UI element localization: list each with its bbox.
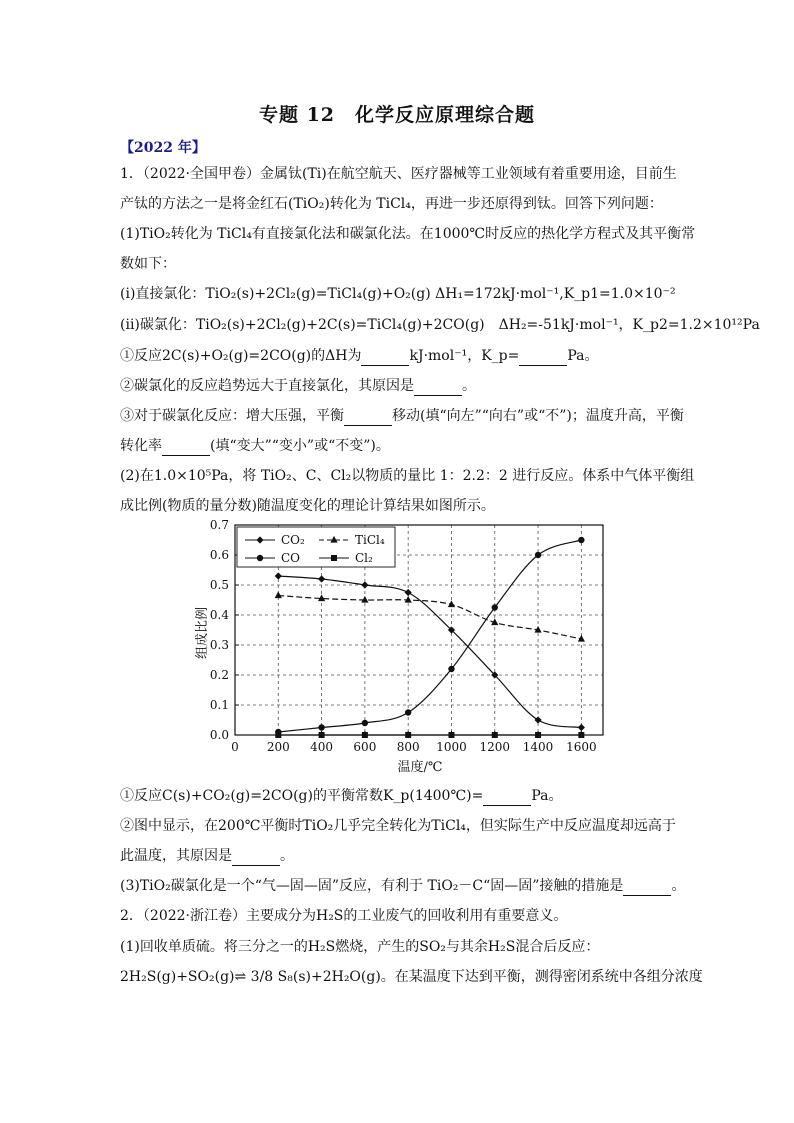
q1-line-10 — [120, 436, 390, 456]
data-point-circle — [535, 552, 541, 558]
q1-line-8 — [120, 376, 476, 396]
x-tick-label: 1600 — [566, 740, 597, 754]
data-point-diamond — [534, 716, 541, 723]
y-tick-label: 0.1 — [209, 698, 229, 712]
q1-line-5: (ⅰ)直接氯化：TiO₂(s)+2Cl₂(g)=TiCl₄(g)+O₂(g) ΔH₁=172kJ·mol⁻¹,K_p1=1.0×10⁻² — [120, 286, 676, 302]
answer-blank[interactable] — [483, 791, 531, 806]
answer-blank[interactable] — [519, 351, 567, 366]
q1-line-14: ②图中显示，在200℃平衡时TiO₂几乎完全转化为TiCl₄，但实际生产中反应温度却远高于 — [120, 818, 676, 834]
answer-blank[interactable] — [623, 881, 671, 896]
q1-line-8b: 。 — [462, 378, 476, 394]
data-point-diamond — [318, 575, 325, 582]
answer-blank[interactable] — [162, 441, 210, 456]
data-point-circle — [405, 709, 411, 715]
legend-label-square: Cl₂ — [355, 551, 373, 565]
x-tick-label: 1400 — [522, 740, 554, 754]
data-point-triangle — [405, 596, 412, 603]
data-point-circle — [318, 724, 324, 730]
data-point-triangle — [361, 596, 368, 603]
legend-marker-circle — [257, 555, 263, 561]
data-point-diamond — [578, 724, 585, 731]
q1-line-16a: (3)TiO₂碳氯化是一个“气—固—固”反应，有利于 TiO₂－C“固—固”接触的措施是 — [120, 878, 624, 894]
data-point-square — [275, 732, 281, 738]
data-point-square — [578, 732, 584, 738]
x-tick-label: 0 — [231, 740, 239, 754]
legend-label-diamond: CO₂ — [281, 533, 305, 547]
q2-line-1: 2．（2022·浙江卷）主要成分为H₂S的工业废气的回收利用有重要意义。 — [120, 908, 568, 924]
data-point-circle — [578, 537, 584, 543]
x-tick-label: 600 — [353, 740, 377, 754]
q1-line-7b: kJ·mol⁻¹，K_p= — [409, 348, 520, 364]
y-tick-label: 0.6 — [209, 548, 229, 562]
q1-line-15a: 此温度，其原因是 — [120, 848, 232, 864]
y-tick-label: 0.0 — [209, 728, 229, 742]
q1-line-9b: 移动(填“向左”“向右”或“不”)；温度升高，平衡 — [392, 408, 684, 424]
data-point-square — [319, 732, 325, 738]
data-point-square — [405, 732, 411, 738]
q1-line-16b: 。 — [671, 878, 686, 894]
q1-line-8a: ②碳氯化的反应趋势远大于直接氯化，其原因是 — [120, 378, 414, 394]
legend-label-circle: CO — [281, 551, 301, 565]
q1-line-9a: ③对于碳氯化反应：增大压强，平衡 — [120, 408, 344, 424]
q1-line-10a: 转化率 — [120, 438, 162, 454]
q1-line-12: 成比例(物质的量分数)随温度变化的理论计算结果如图所示。 — [120, 498, 495, 514]
q1-line-9 — [120, 406, 684, 426]
q1-line-16 — [120, 876, 685, 896]
data-point-diamond — [405, 589, 412, 596]
y-tick-label: 0.2 — [209, 668, 229, 682]
q1-line-13b: Pa。 — [531, 788, 563, 804]
q1-line-3: (1)TiO₂转化为 TiCl₄有直接氯化法和碳氯化法。在1000℃时反应的热化学方程式及其平衡常 — [120, 226, 696, 242]
data-point-triangle — [275, 591, 282, 598]
q1-line-13 — [120, 786, 562, 806]
q1-line-7a: ①反应2C(s)+O₂(g)=2CO(g)的ΔH为 — [120, 348, 362, 364]
series-line-circle — [278, 540, 581, 732]
data-point-circle — [448, 666, 454, 672]
answer-blank[interactable] — [361, 351, 409, 366]
data-point-square — [535, 732, 541, 738]
y-tick-label: 0.3 — [209, 638, 229, 652]
x-tick-label: 1000 — [436, 740, 467, 754]
legend-label-triangle: TiCl₄ — [355, 533, 385, 547]
y-tick-label: 0.4 — [209, 608, 229, 622]
q1-line-15 — [120, 846, 294, 866]
x-tick-label: 400 — [310, 740, 334, 754]
x-tick-label: 1200 — [479, 740, 511, 754]
data-point-square — [492, 732, 498, 738]
q1-line-1: 1．（2022·全国甲卷）金属钛(Ti)在航空航天、医疗器械等工业领域有着重要用途，目前生 — [120, 166, 677, 182]
y-tick-label: 0.7 — [209, 518, 229, 532]
composition-chart — [180, 515, 620, 777]
answer-blank[interactable] — [414, 381, 462, 396]
answer-blank[interactable] — [344, 411, 392, 426]
data-point-triangle — [318, 594, 325, 601]
x-tick-label: 800 — [396, 740, 420, 754]
page-title: 专题 12 化学反应原理综合题 — [258, 104, 536, 126]
q1-line-4: 数如下： — [120, 256, 176, 272]
year-label: 【2022 年】 — [120, 140, 206, 156]
x-tick-label: 200 — [266, 740, 290, 754]
answer-blank[interactable] — [232, 851, 280, 866]
legend-marker-square — [331, 555, 337, 561]
data-point-circle — [362, 720, 368, 726]
chart-ylabel: 组成比例 — [195, 606, 210, 660]
data-point-square — [362, 732, 368, 738]
q1-line-15b: 。 — [280, 848, 294, 864]
q1-line-2: 产钛的方法之一是将金红石(TiO₂)转化为 TiCl₄，再进一步还原得到钛。回答下列问题： — [120, 196, 663, 212]
q2-line-2: (1)回收单质硫。将三分之一的H₂S燃烧，产生的SO₂与其余H₂S混合后反应： — [120, 939, 600, 955]
q1-line-7 — [120, 346, 599, 366]
q2-line-3: 2H₂S(g)+SO₂(g)⇌ 3/8 S₈(s)+2H₂O(g)。在某温度下达到平衡，测得密闭系统中各组分浓度 — [120, 969, 703, 985]
q1-line-11: (2)在1.0×10⁵Pa，将 TiO₂、C、Cl₂以物质的量比 1：2.2：2 进行反应。体系中气体平衡组 — [120, 468, 695, 484]
chart-xlabel: 温度/℃ — [397, 760, 443, 775]
data-point-diamond — [275, 572, 282, 579]
data-point-square — [448, 732, 454, 738]
q1-line-7c: Pa。 — [567, 348, 599, 364]
data-point-diamond — [361, 581, 368, 588]
q1-line-10b: (填“变大”“变小”或“不变”)。 — [210, 438, 390, 454]
q1-line-13a: ①反应C(s)+CO₂(g)=2CO(g)的平衡常数K_p(1400℃)= — [120, 788, 484, 804]
q1-line-6: (ⅱ)碳氯化：TiO₂(s)+2Cl₂(g)+2C(s)=TiCl₄(g)+2CO(g) ΔH₂=-51kJ·mol⁻¹，K_p2=1.2×10¹²Pa — [120, 317, 760, 333]
data-point-circle — [492, 604, 498, 610]
y-tick-label: 0.5 — [209, 578, 229, 592]
